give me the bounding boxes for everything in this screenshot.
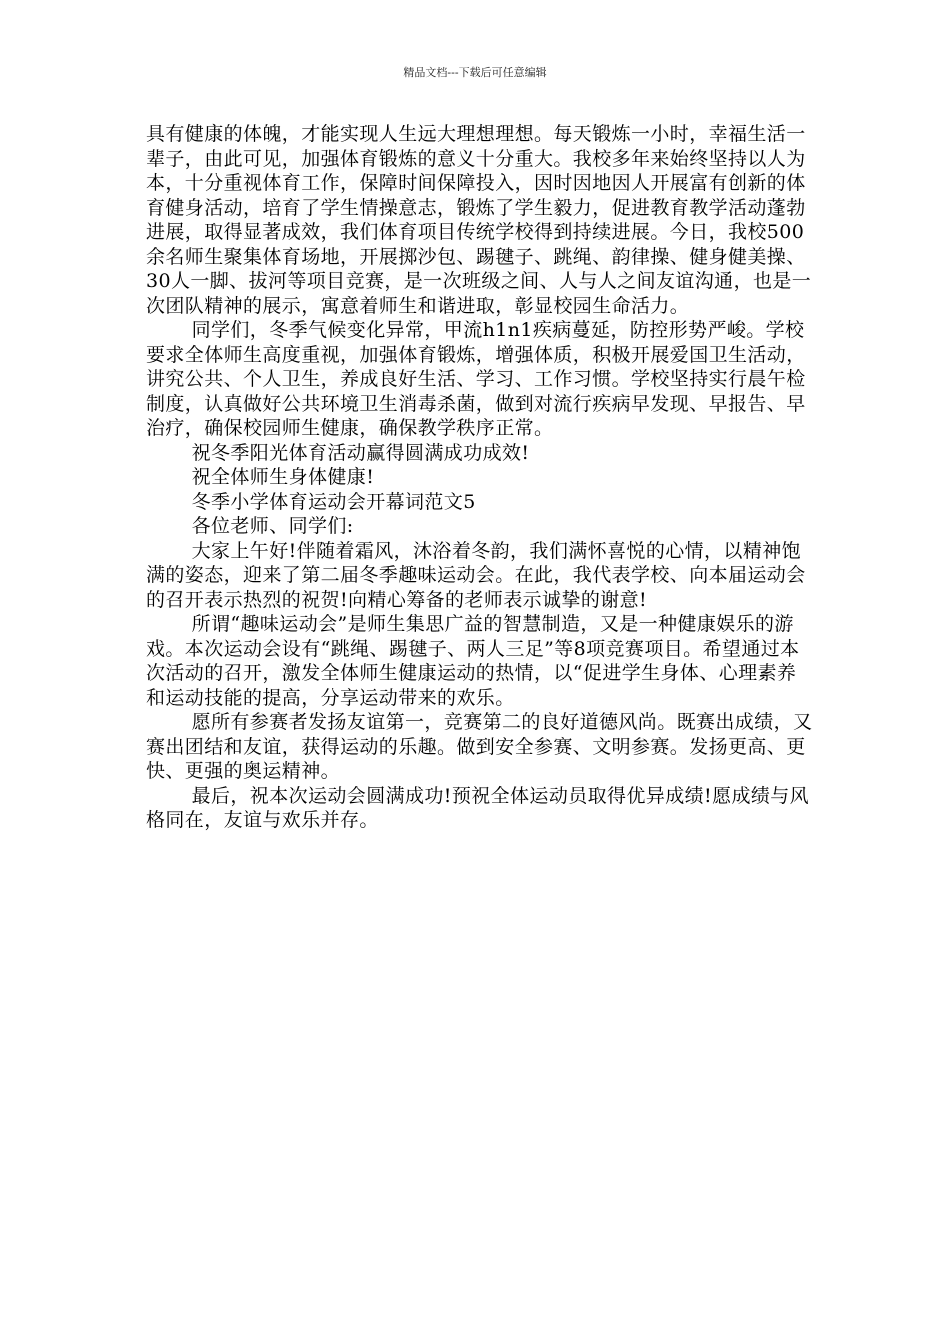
document-body [146, 122, 814, 833]
paragraph-fun-games: 所谓“趣味运动会”是师生集思广益的智慧制造，又是一种健康娱乐的游戏。本次运动会设有“跳绳、踢毽子、两人三足”等8项竞赛项目。希望通过本次活动的召开，激发全体师生健康运动的热情，以“促进学生身体、心理素养和运动技能的提高，分享运动带来的欢乐。 [146, 613, 800, 709]
paragraph-health-notice: 同学们，冬季气候变化异常，甲流h1n1疾病蔓延，防控形势严峻。学校要求全体师生高度重视，加强体育锻炼，增强体质，积极开展爱国卫生活动，讲究公共、个人卫生，养成良好生活、学习、工作习惯。学校坚持实行晨午检制度，认真做好公共环境卫生消毒杀菌，做到对流行疾病早发现、早报告、早治疗，确保校园师生健康，确保教学秩序正常。 [146, 319, 806, 439]
page-header: 精品文档---下载后可任意编辑 [403, 66, 547, 79]
paragraph-opening: 大家上午好!伴随着霜风，沐浴着冬韵，我们满怀喜悦的心情，以精神饱满的姿态，迎来了第二届冬季趣味运动会。在此，我代表学校、向本届运动会的召开表示热烈的祝贺!向精心筹备的老师表示诚挚的谢意! [146, 539, 806, 611]
paragraph-wish-success: 祝冬季阳光体育活动赢得圆满成功成效! [191, 441, 530, 464]
paragraph-fitness-intro: 具有健康的体魄，才能实现人生远大理想理想。每天锻炼一小时，幸福生活一辈子，由此可见，加强体育锻炼的意义十分重大。我校多年来始终坚持以人为本，十分重视体育工作，保障时间保障投入，因时因地因人开展富有创新的体育健身活动，培育了学生情操意志，锻炼了学生毅力，促进教育教学活动蓬勃进展，取得显著成效，我们体育项目传统学校得到持续进展。今日，我校500余名师生聚集体育场地，开展掷沙包、踢毽子、跳绳、韵律操、健身健美操、30人一脚、拔河等项目竞赛，是一次班级之间、人与人之间友谊沟通，也是一次团队精神的展示，寓意着师生和谐进取，彰显校园生命活力。 [146, 123, 812, 317]
section-title: 冬季小学体育运动会开幕词范文5 [191, 490, 476, 513]
paragraph-wish-health: 祝全体师生身体健康! [191, 466, 375, 488]
paragraph-greeting: 各位老师、同学们: [191, 515, 354, 537]
paragraph-sportsmanship: 愿所有参赛者发扬友谊第一，竞赛第二的良好道德风尚。既赛出成绩，又赛出团结和友谊，获得运动的乐趣。做到安全参赛、文明参赛。发扬更高、更快、更强的奥运精神。 [146, 711, 813, 782]
paragraph-closing: 最后，祝本次运动会圆满成功!预祝全体运动员取得优异成绩!愿成绩与风格同在，友谊与欢乐并存。 [146, 784, 810, 831]
